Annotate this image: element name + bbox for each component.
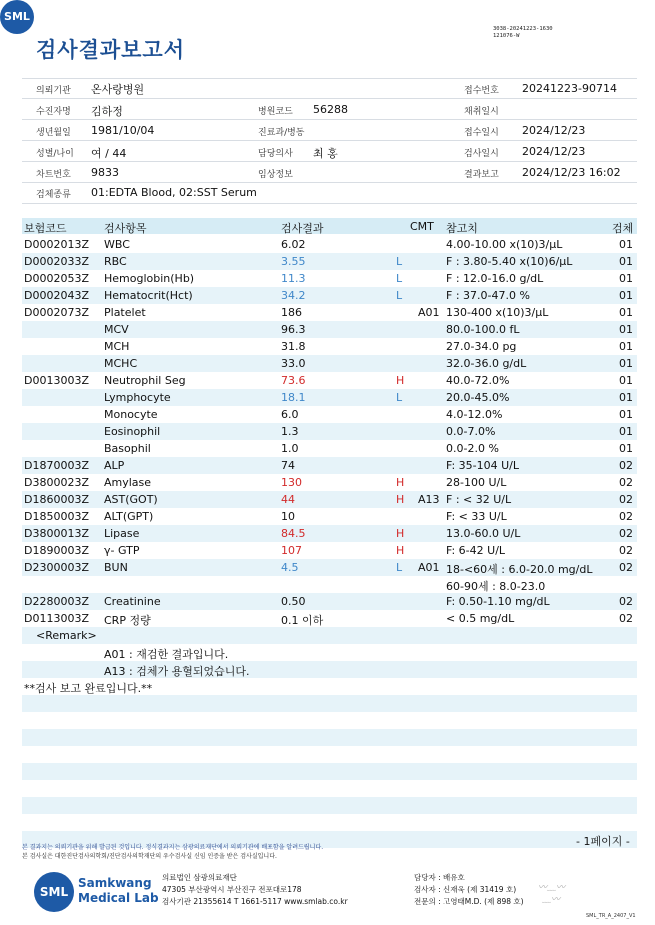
specimen-cell: 01: [619, 323, 633, 336]
reception-date-label: 접수일시: [464, 128, 499, 138]
item-cell: Lymphocyte: [104, 391, 171, 404]
test-date-label: 검사일시: [464, 149, 499, 159]
flag-cell: L: [396, 272, 403, 285]
code-cell: D2280003Z: [24, 595, 89, 608]
reference-cell: 28-100 U/L: [446, 476, 507, 489]
reference-cell: 4.0-12.0%: [446, 408, 503, 421]
reference-cell: 13.0-60.0 U/L: [446, 527, 521, 540]
specimen-cell: 02: [619, 493, 633, 506]
specimen-cell: 02: [619, 595, 633, 608]
hospital-code-value: 56288: [313, 103, 348, 116]
code-cell: D2300003Z: [24, 561, 89, 574]
specimen-cell: 01: [619, 306, 633, 319]
specimen-cell: 01: [619, 374, 633, 387]
report-date-label: 결과보고: [464, 170, 499, 180]
form-version: SML_TR_A_2407_V1: [586, 913, 636, 919]
item-cell: ALP: [104, 459, 125, 472]
reception-no-value: 20241223-90714: [522, 82, 617, 95]
item-cell: Hematocrit(Hct): [104, 289, 193, 302]
specimen-cell: 02: [619, 544, 633, 557]
row-band: [22, 695, 637, 712]
org-address: 47305 부산광역시 부산진구 전포대로178: [162, 885, 302, 894]
birth-value: 1981/10/04: [91, 124, 155, 137]
result-cell: 0.50: [281, 595, 306, 608]
reference-cell: 18-<60세 : 6.0-20.0 mg/dL: [446, 563, 593, 576]
item-cell: Creatinine: [104, 595, 161, 608]
reference-cell: 0.0-7.0%: [446, 425, 496, 438]
divider: [22, 119, 637, 120]
result-cell: 6.0: [281, 408, 299, 421]
item-cell: CRP 정량: [104, 614, 151, 627]
item-cell: BUN: [104, 561, 128, 574]
result-cell: 11.3: [281, 272, 306, 285]
header-cmt: CMT: [410, 220, 434, 233]
specimen-cell: 02: [619, 476, 633, 489]
divider: [22, 78, 637, 79]
result-cell: 107: [281, 544, 302, 557]
item-cell: γ- GTP: [104, 544, 140, 557]
staff-examiner: 검사자 : 신재욱 (제 31419 호): [414, 885, 517, 894]
remark-a01: A01 : 재검한 결과입니다.: [104, 648, 229, 661]
specimen-cell: 01: [619, 425, 633, 438]
doctor-label: 담당의사: [258, 149, 293, 159]
reference-cell: F : 37.0-47.0 %: [446, 289, 530, 302]
reference-cell: 32.0-36.0 g/dL: [446, 357, 527, 370]
reference-cell: 60-90세 : 8.0-23.0: [446, 580, 546, 593]
reference-cell: F: 35-104 U/L: [446, 459, 520, 472]
result-cell: 3.55: [281, 255, 306, 268]
reference-cell: F : 12.0-16.0 g/dL: [446, 272, 544, 285]
result-cell: 1.0: [281, 442, 299, 455]
flag-cell: L: [396, 561, 403, 574]
item-cell: Eosinophil: [104, 425, 161, 438]
row-band: [22, 729, 637, 746]
remark-label: <Remark>: [36, 629, 97, 642]
flag-cell: H: [396, 544, 405, 557]
specimen-cell: 01: [619, 238, 633, 251]
result-cell: 33.0: [281, 357, 306, 370]
dept-label: 진료과/병동: [258, 128, 305, 138]
item-cell: RBC: [104, 255, 127, 268]
result-cell: 74: [281, 459, 295, 472]
cmt-cell: A13: [418, 493, 440, 506]
reference-cell: F: 6-42 U/L: [446, 544, 506, 557]
flag-cell: L: [396, 391, 403, 404]
result-cell: 0.1 이하: [281, 614, 324, 627]
header-specimen: 검체: [612, 222, 634, 235]
flag-cell: L: [396, 289, 403, 302]
reference-cell: 80.0-100.0 fL: [446, 323, 520, 336]
patient-label: 수진자명: [36, 107, 71, 117]
code-cell: D1860003Z: [24, 493, 89, 506]
page-number: - 1페이지 -: [576, 835, 630, 848]
item-cell: Hemoglobin(Hb): [104, 272, 195, 285]
result-cell: 84.5: [281, 527, 306, 540]
document-id-line2: 121076-W: [493, 33, 520, 39]
item-cell: Basophil: [104, 442, 151, 455]
specimen-cell: 01: [619, 255, 633, 268]
specialist-signature: ﹏〰: [542, 895, 561, 905]
item-cell: Lipase: [104, 527, 140, 540]
item-cell: Monocyte: [104, 408, 158, 421]
specimen-cell: 02: [619, 510, 633, 523]
reference-cell: F: < 33 U/L: [446, 510, 507, 523]
specimen-label: 검체종류: [36, 190, 71, 200]
code-cell: D0002043Z: [24, 289, 89, 302]
chart-no-label: 차트번호: [36, 170, 71, 180]
code-cell: D0002053Z: [24, 272, 89, 285]
reference-cell: F : < 32 U/L: [446, 493, 512, 506]
specimen-cell: 01: [619, 442, 633, 455]
brand-name-line2: Medical Lab: [78, 891, 159, 905]
row-band: [22, 627, 637, 644]
result-cell: 18.1: [281, 391, 306, 404]
reception-date-value: 2024/12/23: [522, 124, 586, 137]
sex-age-value: 여 / 44: [91, 147, 127, 160]
cmt-cell: A01: [418, 561, 440, 574]
specimen-cell: 02: [619, 612, 633, 625]
specimen-cell: 01: [619, 357, 633, 370]
header-item: 검사항목: [104, 222, 147, 235]
item-cell: MCV: [104, 323, 129, 336]
flag-cell: L: [396, 255, 403, 268]
flag-cell: H: [396, 374, 405, 387]
item-cell: MCH: [104, 340, 130, 353]
cmt-cell: A01: [418, 306, 440, 319]
result-cell: 10: [281, 510, 295, 523]
specimen-cell: 01: [619, 289, 633, 302]
code-cell: D0002073Z: [24, 306, 89, 319]
document-id-line1: 3038-20241223-1630: [493, 26, 553, 32]
report-date-value: 2024/12/23 16:02: [522, 166, 621, 179]
code-cell: D0002013Z: [24, 238, 89, 251]
code-cell: D3800013Z: [24, 527, 89, 540]
result-cell: 34.2: [281, 289, 306, 302]
specimen-cell: 01: [619, 391, 633, 404]
staff-specialist: 전문의 : 고영태M.D. (제 898 호): [414, 897, 524, 906]
hospital-label: 의뢰기관: [36, 86, 71, 96]
specimen-value: 01:EDTA Blood, 02:SST Serum: [91, 186, 257, 199]
specimen-cell: 02: [619, 561, 633, 574]
disclaimer-line2: 본 검사실은 대한진단검사의학회/진단검사의학재단의 우수검사실 신임 인증을 받은 검사실입니다.: [22, 853, 277, 860]
reception-no-label: 접수번호: [464, 86, 499, 96]
header-ref: 참고치: [446, 222, 478, 235]
result-cell: 186: [281, 306, 302, 319]
sml-logo: SML: [0, 0, 34, 34]
divider: [22, 140, 637, 141]
row-band: [22, 797, 637, 814]
reference-cell: F: 0.50-1.10 mg/dL: [446, 595, 550, 608]
specimen-cell: 02: [619, 459, 633, 472]
result-cell: 4.5: [281, 561, 299, 574]
staff-in-charge: 담당자 : 배유호: [414, 873, 465, 882]
specimen-cell: 01: [619, 408, 633, 421]
item-cell: ALT(GPT): [104, 510, 154, 523]
specimen-cell: 01: [619, 272, 633, 285]
reference-cell: < 0.5 mg/dL: [446, 612, 515, 625]
item-cell: MCHC: [104, 357, 138, 370]
header-code: 보험코드: [24, 222, 67, 235]
result-cell: 73.6: [281, 374, 306, 387]
item-cell: Amylase: [104, 476, 152, 489]
reference-cell: F : 3.80-5.40 x(10)6/μL: [446, 255, 573, 268]
divider: [22, 182, 637, 183]
flag-cell: H: [396, 476, 405, 489]
result-cell: 1.3: [281, 425, 299, 438]
result-cell: 31.8: [281, 340, 306, 353]
code-cell: D1850003Z: [24, 510, 89, 523]
specimen-cell: 01: [619, 340, 633, 353]
item-cell: AST(GOT): [104, 493, 158, 506]
hospital-value: 온사랑병원: [91, 83, 145, 96]
reference-cell: 20.0-45.0%: [446, 391, 510, 404]
reference-cell: 40.0-72.0%: [446, 374, 510, 387]
reference-cell: 4.00-10.00 x(10)3/μL: [446, 238, 563, 251]
test-date-value: 2024/12/23: [522, 145, 586, 158]
row-band: [22, 763, 637, 780]
code-cell: D1890003Z: [24, 544, 89, 557]
result-cell: 44: [281, 493, 295, 506]
result-cell: 96.3: [281, 323, 306, 336]
code-cell: D3800023Z: [24, 476, 89, 489]
code-cell: D1870003Z: [24, 459, 89, 472]
code-cell: D0013003Z: [24, 374, 89, 387]
flag-cell: H: [396, 493, 405, 506]
clinical-label: 임상정보: [258, 170, 293, 180]
header-result: 검사결과: [281, 222, 324, 235]
org-name: 의료법인 삼광의료재단: [162, 873, 237, 882]
org-contact: 검사기관 21355614 T 1661-5117 www.smlab.co.kr: [162, 897, 348, 906]
item-cell: Neutrophil Seg: [104, 374, 186, 387]
sex-age-label: 성별/나이: [36, 149, 74, 159]
collection-date-label: 채취일시: [464, 107, 499, 117]
divider: [22, 98, 637, 99]
disclaimer-line1: 본 결과지는 의뢰기관을 위해 발급된 것입니다. 정식결과지는 삼광의료재단에서 의뢰기관에 배포함을 알려드립니다.: [22, 844, 324, 851]
flag-cell: H: [396, 527, 405, 540]
item-cell: WBC: [104, 238, 130, 251]
result-cell: 6.02: [281, 238, 306, 251]
divider: [22, 161, 637, 162]
reference-cell: 130-400 x(10)3/μL: [446, 306, 549, 319]
hospital-code-label: 병원코드: [258, 107, 293, 117]
birth-label: 생년월일: [36, 128, 71, 138]
patient-value: 김하정: [91, 105, 123, 118]
code-cell: D0002033Z: [24, 255, 89, 268]
reference-cell: 0.0-2.0 %: [446, 442, 499, 455]
divider: [22, 203, 637, 204]
specimen-cell: 02: [619, 527, 633, 540]
sml-footer-logo: SML: [34, 872, 74, 912]
doctor-value: 최 홍: [313, 147, 338, 160]
brand-name-line1: Samkwang: [78, 876, 152, 890]
item-cell: Platelet: [104, 306, 146, 319]
page-title: 검사결과보고서: [36, 38, 186, 62]
examiner-signature: 〰﹏〰: [538, 883, 566, 893]
chart-no-value: 9833: [91, 166, 119, 179]
reference-cell: 27.0-34.0 pg: [446, 340, 517, 353]
result-cell: 130: [281, 476, 302, 489]
completion-note: **검사 보고 완료입니다.**: [24, 682, 153, 695]
code-cell: D0113003Z: [24, 612, 89, 625]
remark-a13: A13 : 검체가 용혈되었습니다.: [104, 665, 250, 678]
